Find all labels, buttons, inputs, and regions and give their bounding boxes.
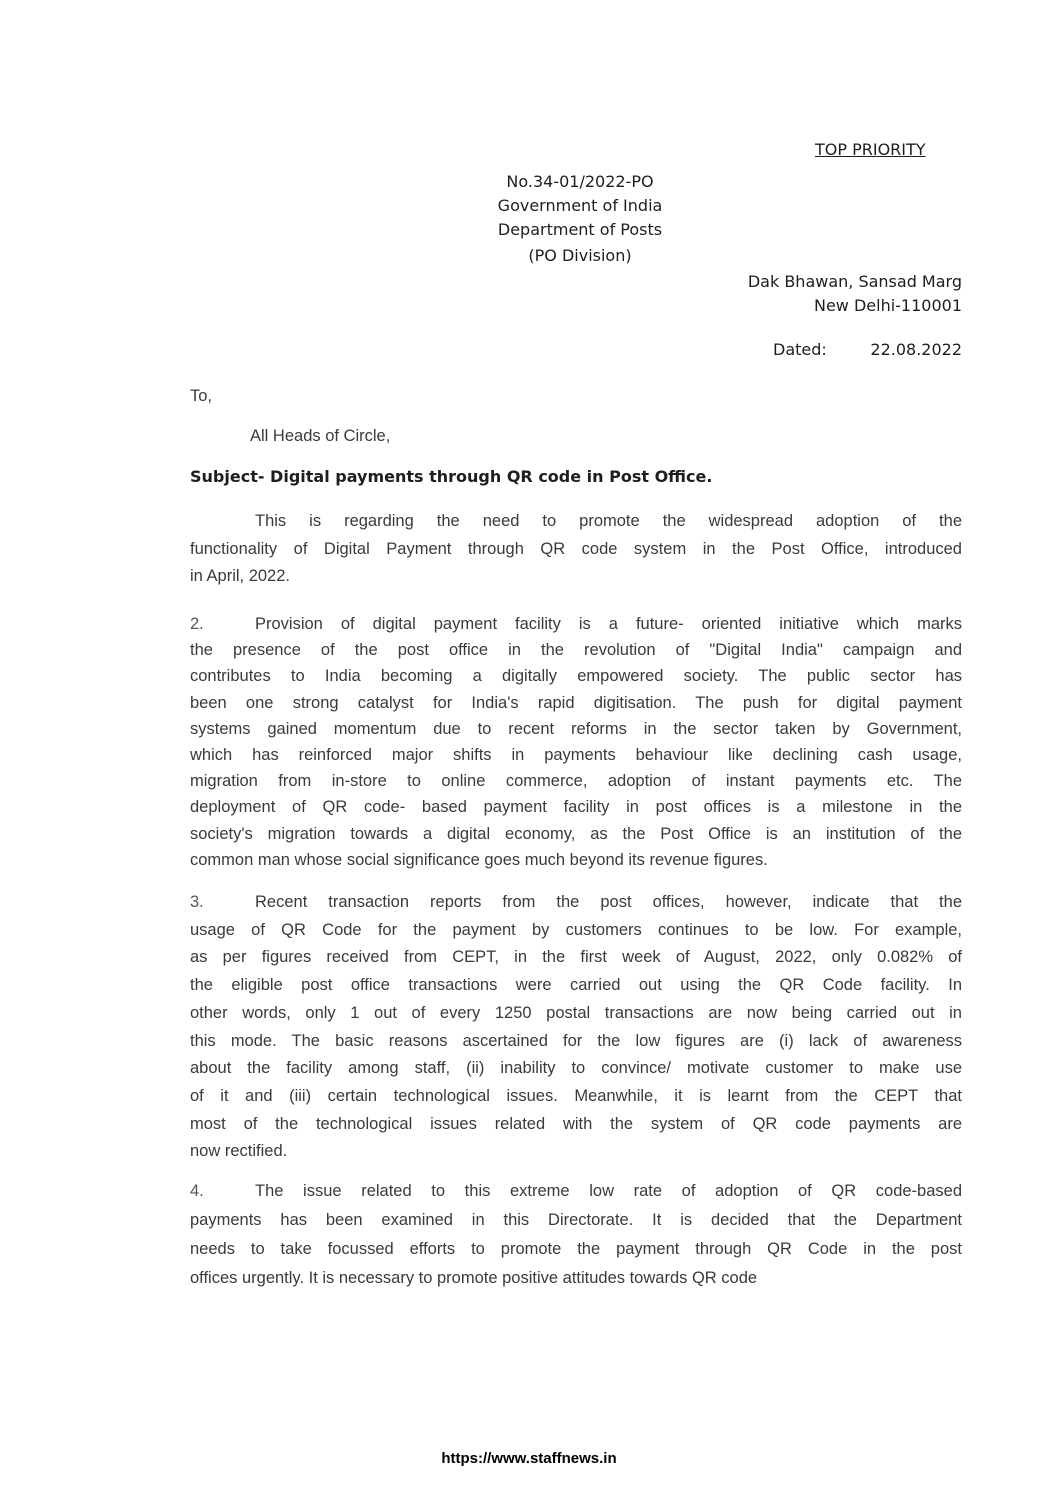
government-name: Government of India [497,196,663,215]
para1-line: This is regarding the need to promote the widespread adoption of the [255,512,962,530]
address-line-2: New Delhi-110001 [813,296,962,315]
para1-line: functionality of Digital Payment through QR code system in the Post Office, introduced [190,539,962,558]
department-name: Department of Posts [497,220,663,239]
subject-line: Subject- Digital payments through QR code in Post Office. [190,467,713,486]
para3-line: Recent transaction reports from the post offices, however, indicate that the [255,893,962,911]
para4-line: payments has been examined in this Directorate. It is decided that the Department [190,1211,962,1229]
para2-line: the presence of the post office in the revolution of "Digital India" campaign and [190,641,962,660]
para3-line: most of the technological issues related with the system of QR code payments are [190,1114,962,1133]
para2-line: been one strong catalyst for India's rapid digitisation. The push for digital payment [190,693,962,712]
dated-value: 22.08.2022 [870,340,962,359]
para2-line: systems gained momentum due to recent reforms in the sector taken by Government, [190,719,962,738]
para4-number: 4. [190,1182,204,1200]
file-number: No.34-01/2022-PO [506,172,654,191]
addressee: All Heads of Circle, [250,427,391,445]
para4-line: offices urgently. It is necessary to promote positive attitudes towards QR code [190,1269,758,1287]
para3-line: other words, only 1 out of every 1250 postal transactions are now being carried out in [190,1003,962,1022]
para2-line: migration from in-store to online commerce, adoption of instant payments etc. The [190,772,962,791]
para4-line: needs to take focussed efforts to promote the payment through QR Code in the post [190,1240,962,1258]
para1-line: in April, 2022. [190,567,290,585]
dated-label: Dated: [773,340,827,359]
footer-url[interactable]: https://www.staffnews.in [441,1450,617,1467]
para3-line: now rectified. [190,1142,288,1161]
para3-line: of it and (iii) certain technological issues. Meanwhile, it is learnt from the CEPT that [190,1086,962,1105]
para4-line: The issue related to this extreme low rate of adoption of QR code-based [255,1182,962,1200]
para3-number: 3. [190,893,204,911]
address-line-1: Dak Bhawan, Sansad Marg [747,272,962,291]
para2-number: 2. [190,615,204,633]
para2-line: common man whose social significance goes much beyond its revenue figures. [190,850,768,869]
para3-line: as per figures received from CEPT, in the first week of August, 2022, only 0.082% of [190,948,962,967]
to-label: To, [190,387,213,405]
para2-line: society's migration towards a digital economy, as the Post Office is an institution of the [190,824,962,843]
para2-line: deployment of QR code- based payment facility in post offices is a milestone in the [190,798,962,817]
priority-label: TOP PRIORITY [815,140,926,159]
para2-line: which has reinforced major shifts in payments behaviour like declining cash usage, [190,746,962,764]
para3-line: this mode. The basic reasons ascertained for the low figures are (i) lack of awareness [190,1031,962,1050]
division-name: (PO Division) [528,246,632,265]
para3-line: about the facility among staff, (ii) inability to convince/ motivate customer to make use [190,1059,962,1078]
para3-line: usage of QR Code for the payment by customers continues to be low. For example, [190,920,962,939]
para2-line: Provision of digital payment facility is a future- oriented initiative which marks [255,615,962,633]
para2-line: contributes to India becoming a digitally empowered society. The public sector has [190,667,962,686]
para3-line: the eligible post office transactions were carried out using the QR Code facility. In [190,976,962,995]
